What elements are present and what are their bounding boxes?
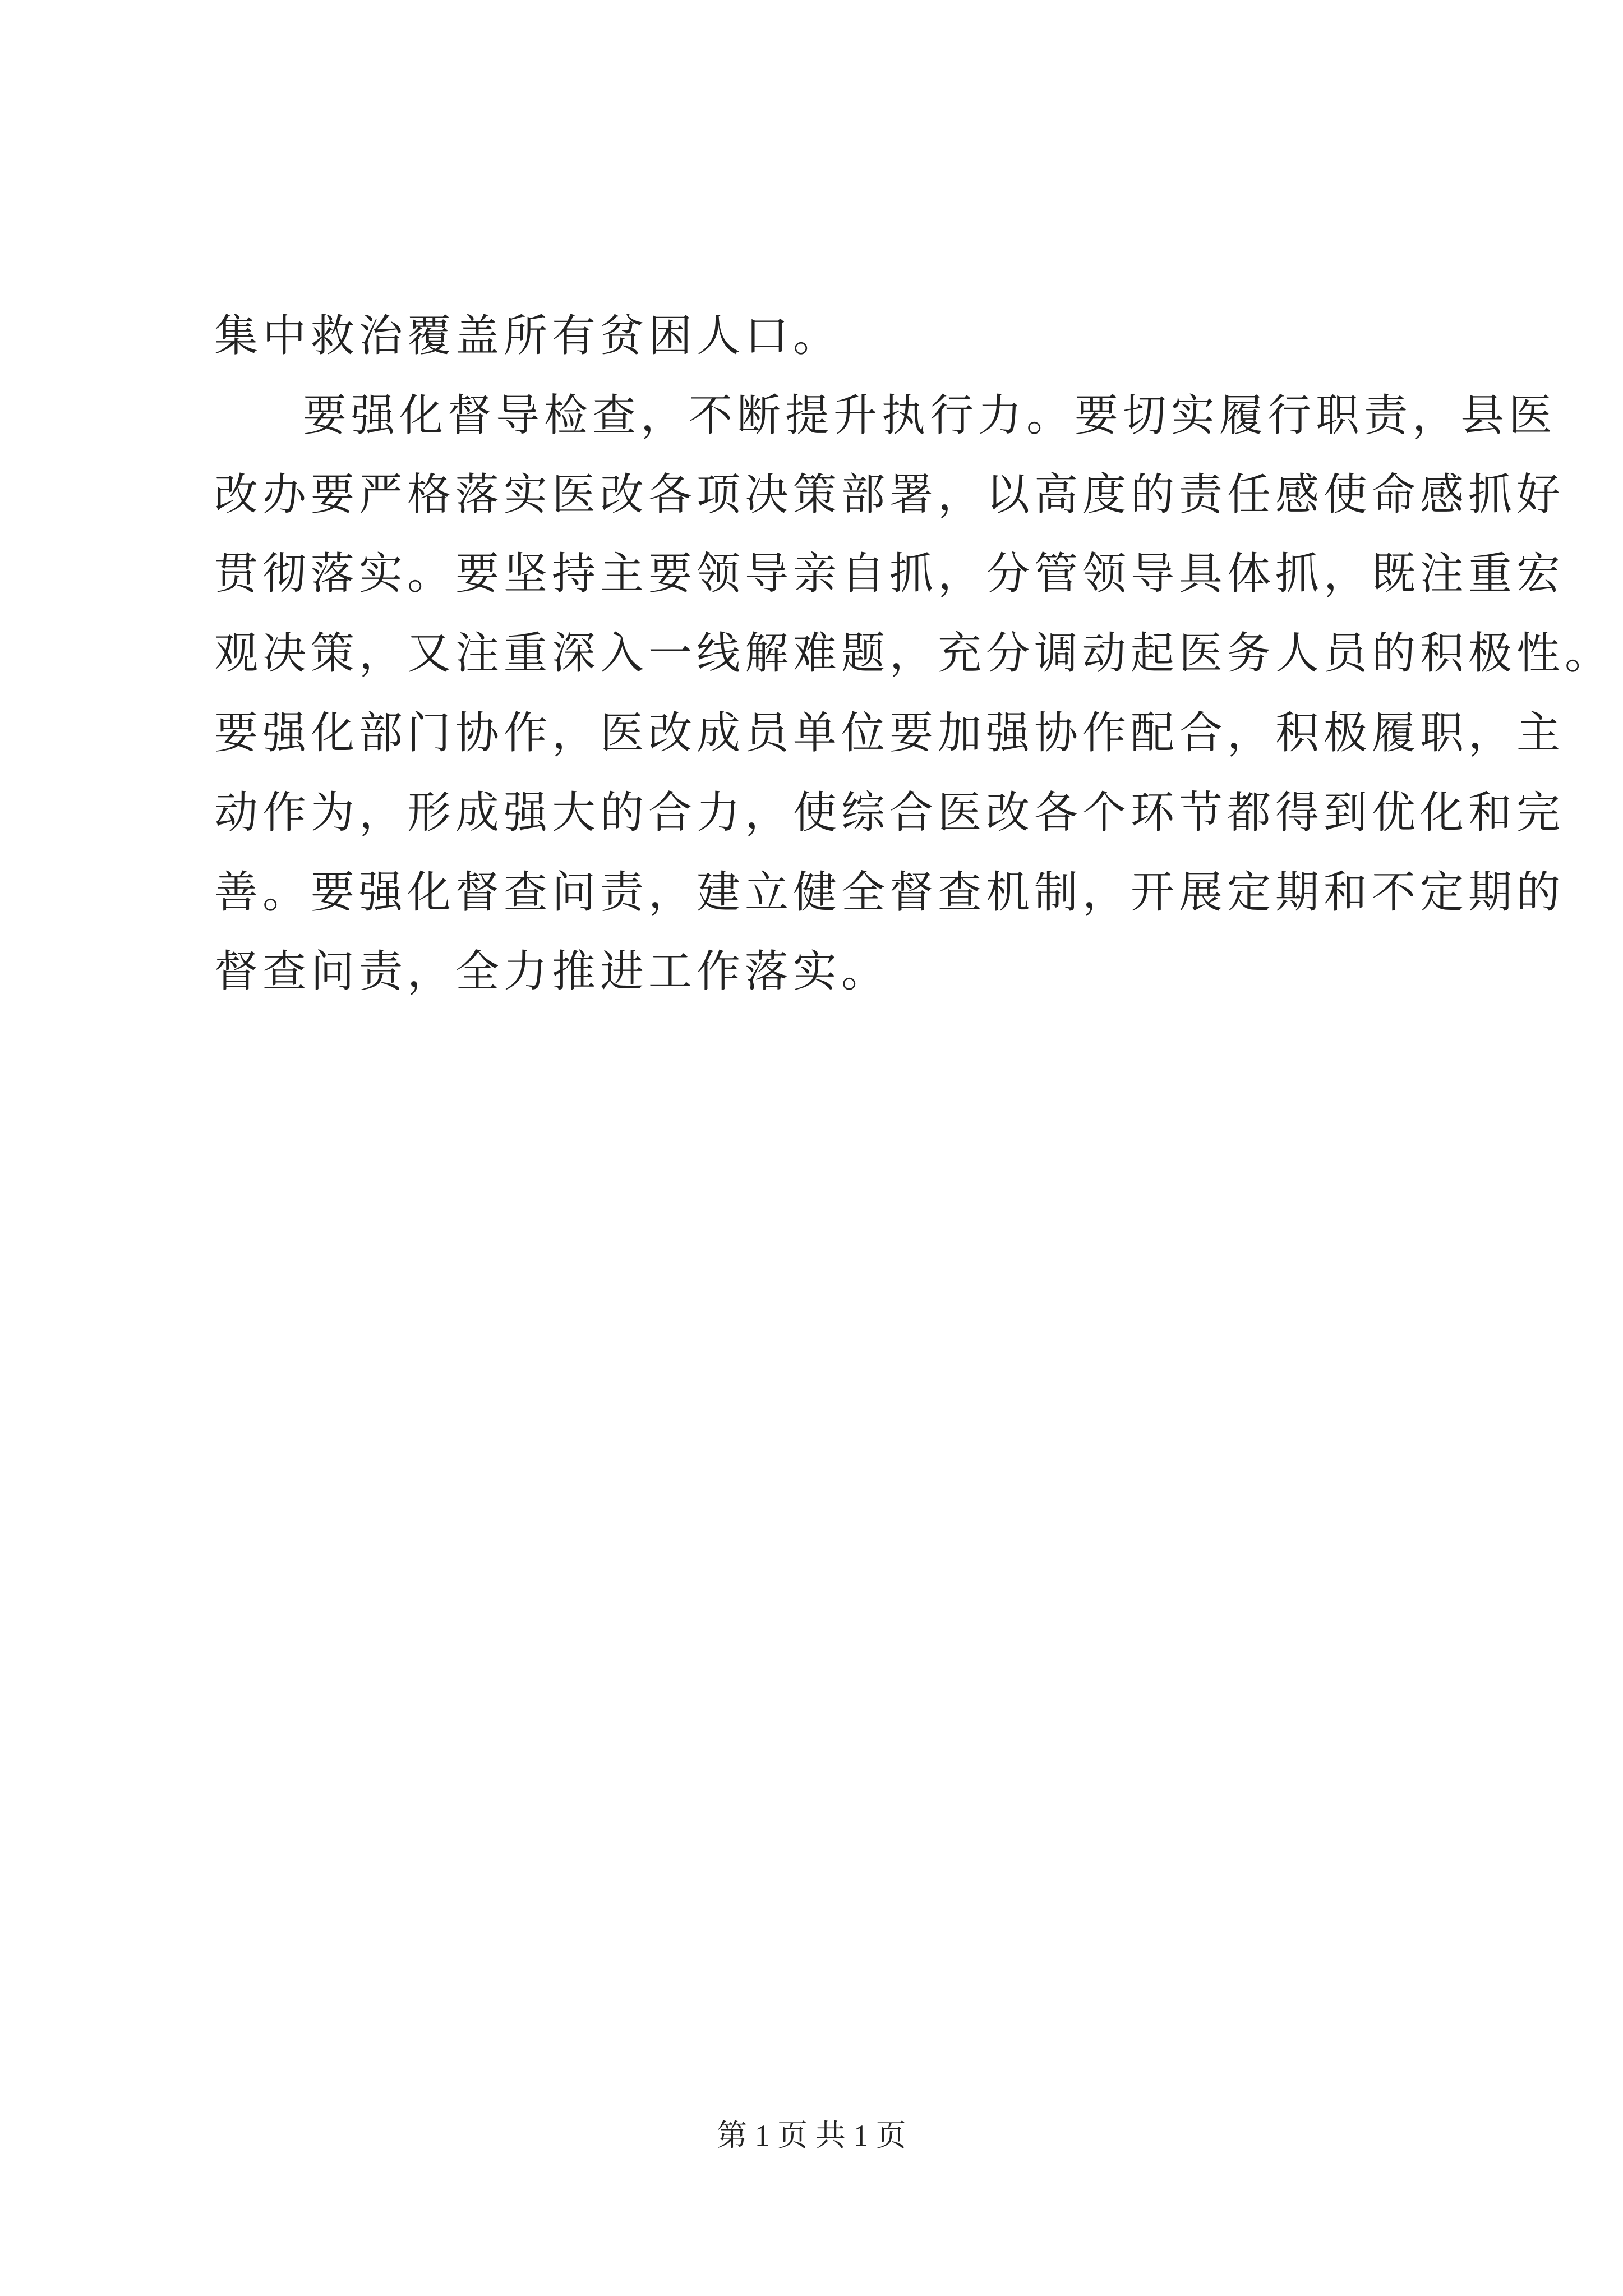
paragraph-line: 要强化督导检查，不断提升执行力。要切实履行职责，县医	[303, 390, 1557, 441]
paragraph-line: 观决策，又注重深入一线解难题，充分调动起医务人员的积极性。	[214, 628, 1613, 679]
paragraph-line: 贯彻落实。要坚持主要领导亲自抓，分管领导具体抓，既注重宏	[214, 549, 1565, 599]
page-number-footer: 第 1 页 共 1 页	[717, 2119, 906, 2152]
paragraph-line: 要强化部门协作，医改成员单位要加强协作配合，积极履职，主	[214, 708, 1565, 758]
paragraph-line: 督查问责，全力推进工作落实。	[214, 946, 890, 997]
paragraph-line: 动作为，形成强大的合力，使综合医改各个环节都得到优化和完	[214, 788, 1565, 838]
paragraph-line: 改办要严格落实医改各项决策部署，以高度的责任感使命感抓好	[214, 470, 1565, 520]
paragraph-line: 善。要强化督查问责，建立健全督查机制，开展定期和不定期的	[214, 867, 1565, 918]
paragraph-line: 集中救治覆盖所有贫困人口。	[214, 311, 842, 361]
